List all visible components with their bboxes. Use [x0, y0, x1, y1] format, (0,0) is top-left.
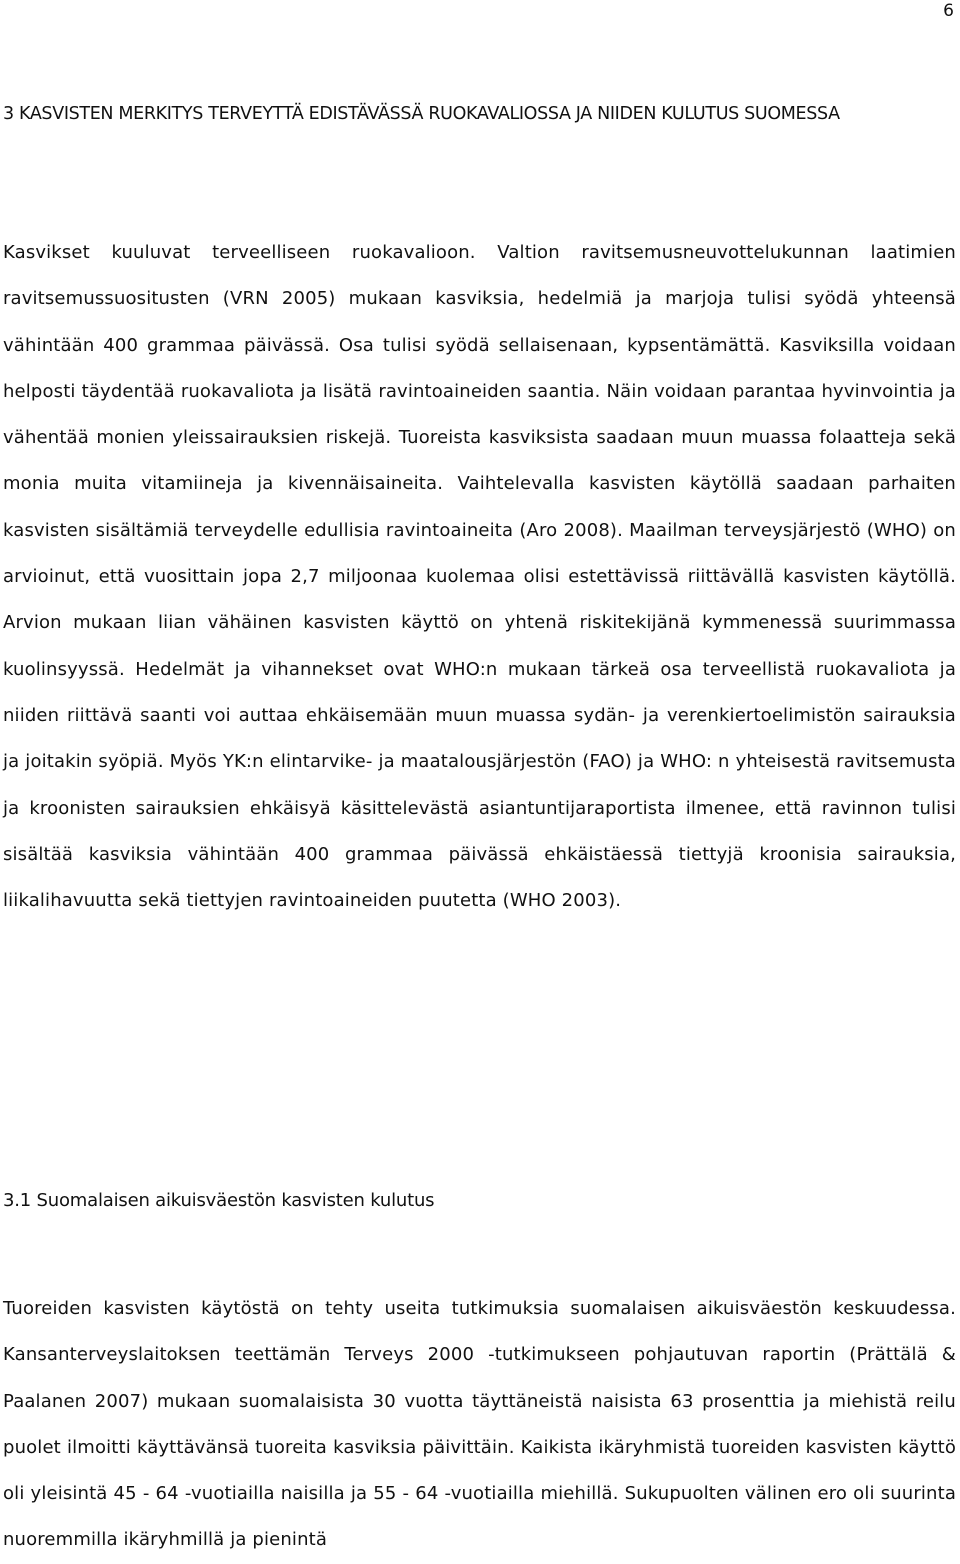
body-paragraph: Kasvikset kuuluvat terveelliseen ruokavalioon. Valtion ravitsemusneuvottelukunnan laatimien ravitsemussuositusten (VRN 2005) mukaan kasviksia, hedelmiä ja marjoja tulisi syödä yhteensä vähintään 400 grammaa päivässä. Osa tulisi syödä sellaisenaan, kypsentämättä. Kasviksilla voidaan helposti täydentää ruokavaliota ja lisätä ravintoaineiden saantia. Näin voidaan parantaa hyvinvointia ja vähentää monien yleissairauksien riskejä. Tuoreista kasviksista saadaan muun muassa folaatteja sekä monia muita vitamiineja ja kivennäisaineita. Vaihtelevalla kasvisten käytöllä saadaan parhaiten kasvisten sisältämiä terveydelle edullisia ravintoaineita (Aro 2008). Maailman terveysjärjestö (WHO) on arvioinut, että vuosittain jopa 2,7 miljoonaa kuolemaa olisi estettävissä riittävällä kasvisten käytöllä. Arvion mukaan liian vähäinen kasvisten käyttö on yhtenä riskitekijänä kymmenessä suurimmassa kuolinsyyssä. Hedelmät ja vihannekset ovat WHO:n mukaan tärkeä osa terveellistä ruokavaliota ja niiden riittävä saanti voi auttaa ehkäisemään muun muassa sydän- ja verenkiertoelimistön sairauksia ja joitakin syöpiä. Myös YK:n elintarvike- ja maatalousjärjestön (FAO) ja WHO: n yhteisestä ravitsemusta ja kroonisten sairauksien ehkäisyä käsittelevästä asiantuntijaraportista ilmenee, että ravinnon tulisi sisältää kasviksia vähintään 400 grammaa päivässä ehkäistäessä tiettyjä kroonisia sairauksia, liikalihavuutta sekä tiettyjen ravintoaineiden puutetta (WHO 2003). [3, 242, 956, 912]
chapter-heading: 3 KASVISTEN MERKITYS TERVEYTTÄ EDISTÄVÄSSÄ RUOKAVALIOSSA JA NIIDEN KULUTUS SUOMESSA [3, 104, 840, 124]
page-number: 6 [943, 1, 954, 21]
body-paragraph: Tuoreiden kasvisten käytöstä on tehty useita tutkimuksia suomalaisen aikuisväestön keskuudessa. Kansanterveyslaitoksen teettämän Terveys 2000 -tutkimukseen pohjautuvan raportin (Prättälä & Paalanen 2007) mukaan suomalaisista 30 vuotta täyttäneistä naisista 63 prosenttia ja miehistä reilu puolet ilmoitti käyttävänsä tuoreita kasviksia päivittäin. Kaikista ikäryhmistä tuoreiden kasvisten käyttö oli yleisintä 45 - 64 -vuotiailla naisilla ja 55 - 64 -vuotiailla miehillä. Sukupuolten välinen ero oli suurinta nuoremmilla ikäryhmillä ja pienintä [3, 1298, 956, 1551]
section-heading: 3.1 Suomalaisen aikuisväestön kasvisten kulutus [3, 1190, 435, 1211]
